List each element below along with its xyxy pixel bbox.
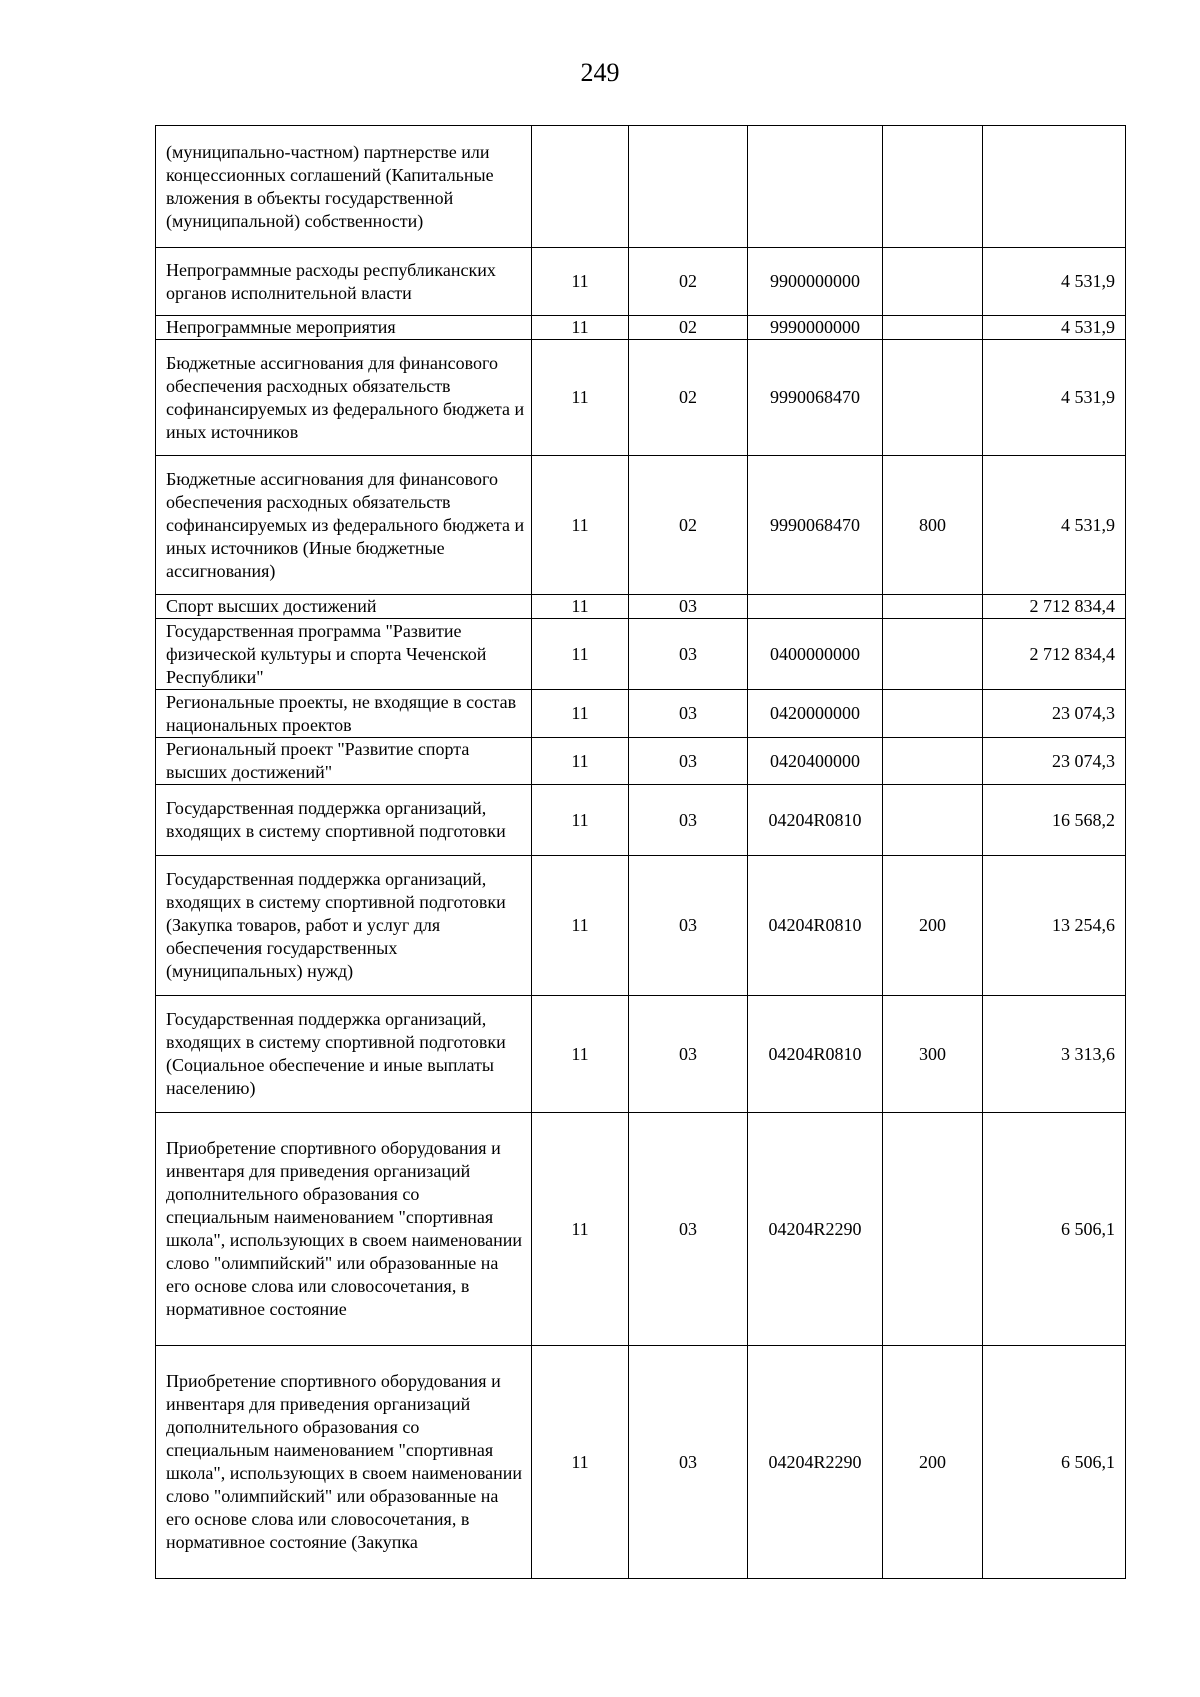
subsection-code-cell: 03 <box>629 738 748 785</box>
target-article-cell <box>748 126 883 248</box>
target-article-cell: 04204R2290 <box>748 1346 883 1579</box>
expense-type-cell <box>883 785 983 856</box>
target-article-cell: 0420000000 <box>748 690 883 738</box>
amount-cell: 2 712 834,4 <box>983 595 1126 619</box>
subsection-code-cell: 02 <box>629 456 748 595</box>
section-code-cell: 11 <box>532 316 629 340</box>
section-code-cell: 11 <box>532 856 629 996</box>
target-article-cell: 9900000000 <box>748 248 883 316</box>
row-name-cell: Бюджетные ассигнования для финансового обеспечения расходных обязательств софинансируемых из федерального бюджета и иных источников (Иные бюджетные ассигнования) <box>156 456 532 595</box>
subsection-code-cell: 03 <box>629 690 748 738</box>
row-name-cell: Региональный проект "Развитие спорта высших достижений" <box>156 738 532 785</box>
row-name-cell: Государственная поддержка организаций, входящих в систему спортивной подготовки (Социальное обеспечение и иные выплаты населению) <box>156 996 532 1113</box>
section-code-cell: 11 <box>532 738 629 785</box>
amount-cell: 4 531,9 <box>983 248 1126 316</box>
table-row <box>156 738 1126 785</box>
table-row <box>156 126 1126 248</box>
target-article-cell <box>748 595 883 619</box>
amount-cell: 23 074,3 <box>983 738 1126 785</box>
section-code-cell: 11 <box>532 1346 629 1579</box>
table-row <box>156 456 1126 595</box>
amount-cell: 6 506,1 <box>983 1113 1126 1346</box>
table-row <box>156 316 1126 340</box>
section-code-cell: 11 <box>532 690 629 738</box>
table-row <box>156 619 1126 690</box>
row-name-cell: Бюджетные ассигнования для финансового обеспечения расходных обязательств софинансируемых из федерального бюджета и иных источников <box>156 340 532 456</box>
page-number: 249 <box>580 58 620 87</box>
section-code-cell: 11 <box>532 248 629 316</box>
expense-type-cell: 200 <box>883 1346 983 1579</box>
expense-type-cell: 300 <box>883 996 983 1113</box>
row-name-cell: Непрограммные мероприятия <box>156 316 532 340</box>
subsection-code-cell: 03 <box>629 619 748 690</box>
target-article-cell: 9990068470 <box>748 340 883 456</box>
expense-type-cell <box>883 619 983 690</box>
table-row <box>156 595 1126 619</box>
amount-cell: 6 506,1 <box>983 1346 1126 1579</box>
row-name-cell: Приобретение спортивного оборудования и инвентаря для приведения организаций дополнительного образования со специальным наименованием "спортивная школа", использующих в своем наименовании слово "олимпийский" или образованные на его основе слова или словосочетания, в нормативное состояние <box>156 1113 532 1346</box>
row-name-cell: (муниципально-частном) партнерстве или концессионных соглашений (Капитальные вложения в объекты государственной (муниципальной) собственности) <box>156 126 532 248</box>
row-name-cell: Приобретение спортивного оборудования и инвентаря для приведения организаций дополнительного образования со специальным наименованием "спортивная школа", использующих в своем наименовании слово "олимпийский" или образованные на его основе слова или словосочетания, в нормативное состояние (Закупка <box>156 1346 532 1579</box>
amount-cell: 4 531,9 <box>983 456 1126 595</box>
budget-table <box>155 125 1126 1579</box>
table-row <box>156 996 1126 1113</box>
target-article-cell: 04204R2290 <box>748 1113 883 1346</box>
expense-type-cell <box>883 248 983 316</box>
subsection-code-cell: 03 <box>629 1346 748 1579</box>
target-article-cell: 04204R0810 <box>748 996 883 1113</box>
expense-type-cell <box>883 738 983 785</box>
amount-cell: 3 313,6 <box>983 996 1126 1113</box>
expense-type-cell <box>883 316 983 340</box>
section-code-cell: 11 <box>532 785 629 856</box>
target-article-cell: 9990000000 <box>748 316 883 340</box>
table-row <box>156 1346 1126 1579</box>
subsection-code-cell <box>629 126 748 248</box>
row-name-cell: Государственная поддержка организаций, входящих в систему спортивной подготовки (Закупка товаров, работ и услуг для обеспечения государственных (муниципальных) нужд) <box>156 856 532 996</box>
section-code-cell: 11 <box>532 1113 629 1346</box>
amount-cell <box>983 126 1126 248</box>
target-article-cell: 04204R0810 <box>748 856 883 996</box>
expense-type-cell <box>883 1113 983 1346</box>
amount-cell: 2 712 834,4 <box>983 619 1126 690</box>
section-code-cell <box>532 126 629 248</box>
amount-cell: 16 568,2 <box>983 785 1126 856</box>
amount-cell: 4 531,9 <box>983 316 1126 340</box>
section-code-cell: 11 <box>532 456 629 595</box>
section-code-cell: 11 <box>532 996 629 1113</box>
budget-table-body <box>156 126 1126 1579</box>
row-name-cell: Спорт высших достижений <box>156 595 532 619</box>
section-code-cell: 11 <box>532 340 629 456</box>
expense-type-cell: 200 <box>883 856 983 996</box>
expense-type-cell <box>883 595 983 619</box>
expense-type-cell: 800 <box>883 456 983 595</box>
expense-type-cell <box>883 126 983 248</box>
subsection-code-cell: 03 <box>629 785 748 856</box>
row-name-cell: Региональные проекты, не входящие в состав национальных проектов <box>156 690 532 738</box>
subsection-code-cell: 03 <box>629 856 748 996</box>
table-row <box>156 248 1126 316</box>
expense-type-cell <box>883 340 983 456</box>
subsection-code-cell: 03 <box>629 996 748 1113</box>
row-name-cell: Непрограммные расходы республиканских органов исполнительной власти <box>156 248 532 316</box>
subsection-code-cell: 02 <box>629 248 748 316</box>
subsection-code-cell: 03 <box>629 595 748 619</box>
target-article-cell: 04204R0810 <box>748 785 883 856</box>
table-row <box>156 856 1126 996</box>
amount-cell: 4 531,9 <box>983 340 1126 456</box>
table-row <box>156 785 1126 856</box>
target-article-cell: 0400000000 <box>748 619 883 690</box>
row-name-cell: Государственная поддержка организаций, входящих в систему спортивной подготовки <box>156 785 532 856</box>
target-article-cell: 0420400000 <box>748 738 883 785</box>
subsection-code-cell: 03 <box>629 1113 748 1346</box>
expense-type-cell <box>883 690 983 738</box>
table-row <box>156 1113 1126 1346</box>
amount-cell: 13 254,6 <box>983 856 1126 996</box>
section-code-cell: 11 <box>532 619 629 690</box>
amount-cell: 23 074,3 <box>983 690 1126 738</box>
subsection-code-cell: 02 <box>629 340 748 456</box>
section-code-cell: 11 <box>532 595 629 619</box>
row-name-cell: Государственная программа "Развитие физической культуры и спорта Чеченской Республики" <box>156 619 532 690</box>
table-row <box>156 690 1126 738</box>
subsection-code-cell: 02 <box>629 316 748 340</box>
table-row <box>156 340 1126 456</box>
target-article-cell: 9990068470 <box>748 456 883 595</box>
